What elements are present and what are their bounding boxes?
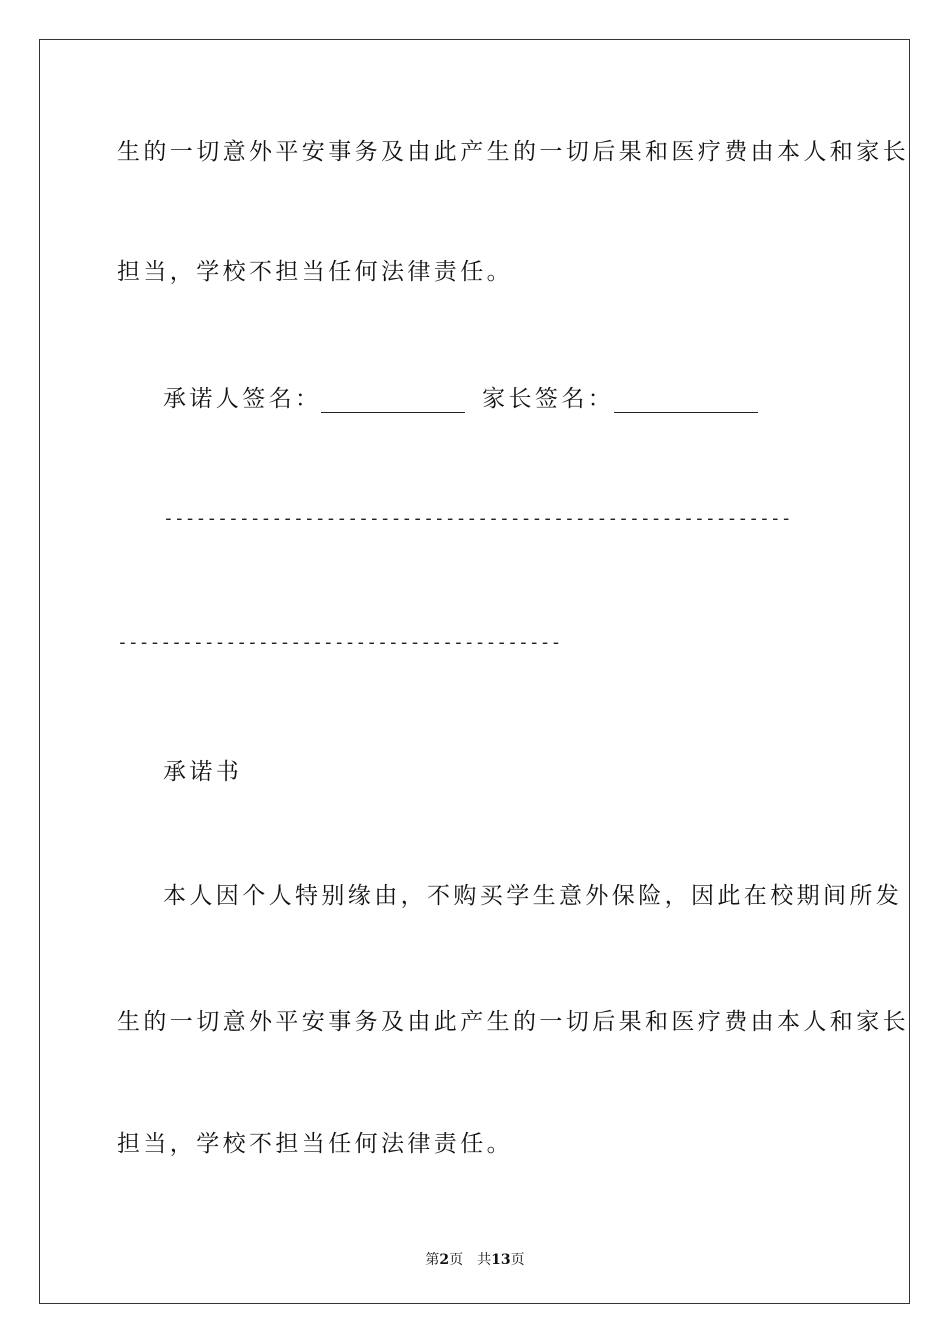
footer-prefix: 第 — [425, 1252, 440, 1268]
parent-signature-blank[interactable] — [614, 390, 758, 413]
paragraph-1-line-2: 担当，学校不担当任何法律责任。 — [117, 259, 513, 285]
current-page-number: 2 — [439, 1252, 450, 1268]
paragraph-1-line-1: 生的一切意外平安事务及由此产生的一切后果和医疗费由本人和家长 — [117, 139, 909, 165]
signature-row — [163, 385, 758, 413]
document-heading: 承诺书 — [163, 759, 243, 785]
paragraph-2-line-2: 生的一切意外平安事务及由此产生的一切后果和医疗费由本人和家长 — [117, 1009, 909, 1035]
promisor-signature-label: 承诺人签名： — [163, 386, 322, 412]
page-frame — [39, 39, 910, 1304]
parent-signature-label: 家长签名： — [482, 386, 615, 412]
promisor-signature-blank[interactable] — [321, 390, 465, 413]
page-footer — [0, 1249, 950, 1269]
footer-middle: 页 共 — [449, 1252, 492, 1268]
separator-line-2: ----------------------------------------- — [117, 632, 562, 653]
paragraph-2-line-1: 本人因个人特别缘由，不购买学生意外保险，因此在校期间所发 — [163, 883, 903, 909]
footer-suffix: 页 — [510, 1252, 525, 1268]
paragraph-2-line-3: 担当，学校不担当任何法律责任。 — [117, 1131, 513, 1157]
separator-line-1: ---------------------------------------------------------- — [163, 508, 792, 529]
total-pages-number: 13 — [491, 1252, 511, 1268]
